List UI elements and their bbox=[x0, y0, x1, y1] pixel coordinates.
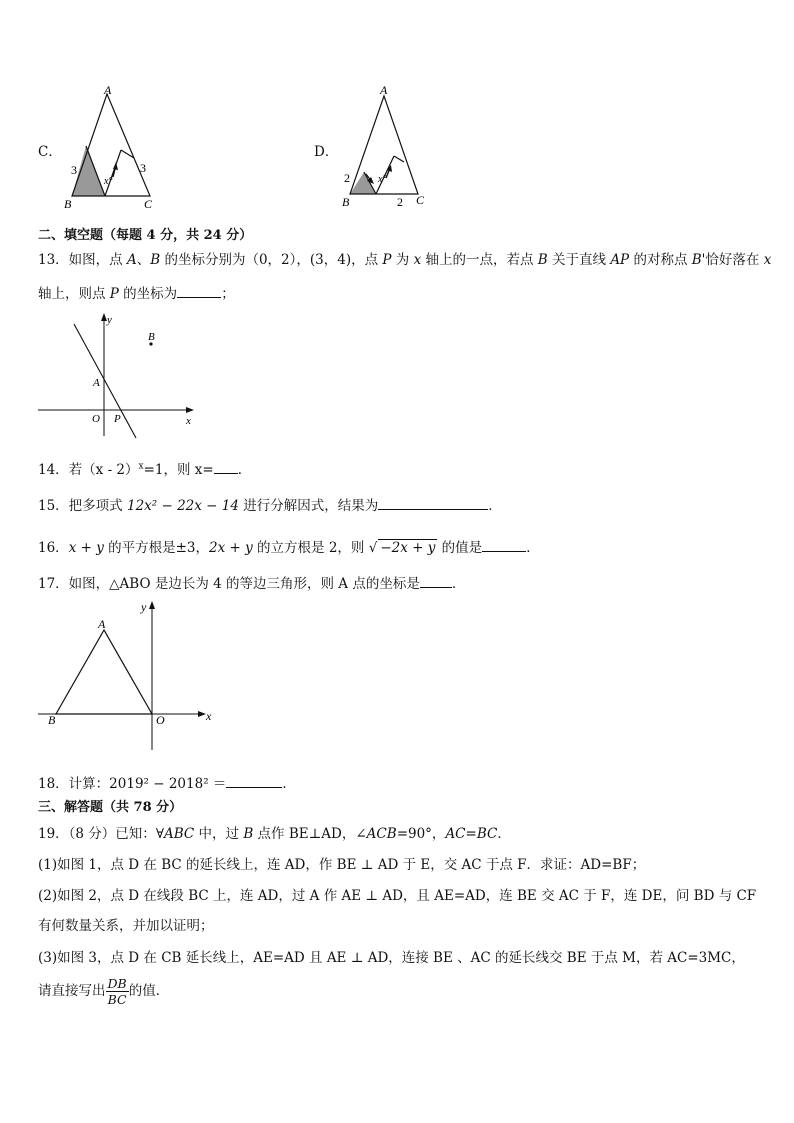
q19-part3-line1: (3)如图 3，点 D 在 CB 延长线上，AE=AD 且 AE ⊥ AD，连接 BE 、AC 的延长线交 BE 于点 M，若 AC=3MC， bbox=[38, 950, 745, 966]
vertex-c-c: C bbox=[144, 197, 153, 211]
q19-part3-line2: 请直接写出 $\frac{DB}{BC}$ 的值． bbox=[38, 976, 170, 1007]
svg-text:A: A bbox=[98, 617, 106, 631]
svg-text:y: y bbox=[107, 314, 112, 326]
side-right-c: 3 bbox=[140, 161, 146, 175]
q13-answer-blank bbox=[177, 285, 221, 298]
q19-part2-line1: (2)如图 2，点 D 在线段 BC 上，连 AD，过 A 作 AE ⊥ AD，且 AE=AD，连 BE 交 AC 于 F，连 DE，问 BD 与 CF bbox=[38, 888, 757, 904]
svg-text:O: O bbox=[156, 713, 165, 727]
angle-label-d: x° bbox=[378, 174, 387, 185]
svg-text:A: A bbox=[93, 377, 100, 389]
vertex-c-d: C bbox=[416, 193, 425, 207]
side-bottom-d: 2 bbox=[397, 195, 403, 209]
svg-text:B: B bbox=[48, 713, 56, 727]
svg-text:P: P bbox=[114, 413, 121, 425]
svg-text:x: x bbox=[206, 709, 212, 723]
q18: 18．计算：2019² − 2018² ＝ ． bbox=[38, 776, 296, 792]
q15-answer-blank bbox=[378, 497, 488, 510]
q13-figure bbox=[36, 310, 206, 440]
side-left-d: 2 bbox=[344, 171, 350, 185]
vertex-b-d: B bbox=[342, 195, 350, 209]
q16: 16．x + y 的平方根是±3，2x + y 的立方根是 2，则 √ −2x + y 的值是 ． bbox=[38, 540, 540, 556]
svg-text:x: x bbox=[186, 415, 191, 427]
q19-intro: 19．（8 分）已知：∀ABC 中，过 B 点作 BE⊥AD，∠ACB=90°，AC=BC． bbox=[38, 826, 511, 842]
vertex-a-c: A bbox=[104, 83, 112, 97]
q19-part2-line2: 有何数量关系，并加以证明； bbox=[38, 918, 214, 934]
vertex-a-d: A bbox=[380, 83, 388, 97]
q18-answer-blank bbox=[226, 775, 282, 788]
option-c-label: C． bbox=[38, 144, 62, 160]
svg-text:B: B bbox=[148, 331, 155, 343]
fraction-db-bc: $\frac{DB}{BC}$ bbox=[107, 976, 127, 1007]
q19-part1: (1)如图 1，点 D 在 BC 的延长线上，连 AD，作 BE ⊥ AD 于 E，交 AC 于点 F．求证：AD=BF； bbox=[38, 857, 646, 873]
option-c-figure bbox=[60, 82, 160, 212]
q14-answer-blank bbox=[214, 461, 238, 474]
q17-answer-blank bbox=[420, 575, 452, 588]
q15: 15．把多项式 12x² − 22x − 14 进行分解因式，结果为 ． bbox=[38, 498, 502, 514]
option-d-label: D． bbox=[314, 144, 339, 160]
side-left-c: 3 bbox=[71, 163, 77, 177]
svg-text:O: O bbox=[92, 413, 100, 425]
q17: 17．如图，△ABO 是边长为 4 的等边三角形，则 A 点的坐标是 ． bbox=[38, 576, 466, 592]
q17-figure bbox=[36, 598, 226, 758]
q13-line2: 轴上，则点 P 的坐标为 ； bbox=[38, 286, 235, 302]
q13-line1: 13．如图，点 A、B 的坐标分别为（0，2），(3，4)，点 P 为 x 轴上的一点，若点 B 关于直线 AP 的对称点 B'恰好落在 x bbox=[38, 252, 772, 268]
svg-text:y: y bbox=[141, 600, 147, 614]
option-d-figure bbox=[336, 82, 436, 212]
section-3-title: 三、解答题（共 78 分） bbox=[38, 800, 183, 815]
angle-label-c: x° bbox=[104, 176, 113, 187]
vertex-b-c: B bbox=[64, 197, 72, 211]
section-2-title: 二、填空题（每题 4 分，共 24 分） bbox=[38, 228, 253, 243]
q16-answer-blank bbox=[482, 539, 526, 552]
q14: 14．若（x - 2）$^x$=1，则 x= ． bbox=[38, 461, 252, 478]
